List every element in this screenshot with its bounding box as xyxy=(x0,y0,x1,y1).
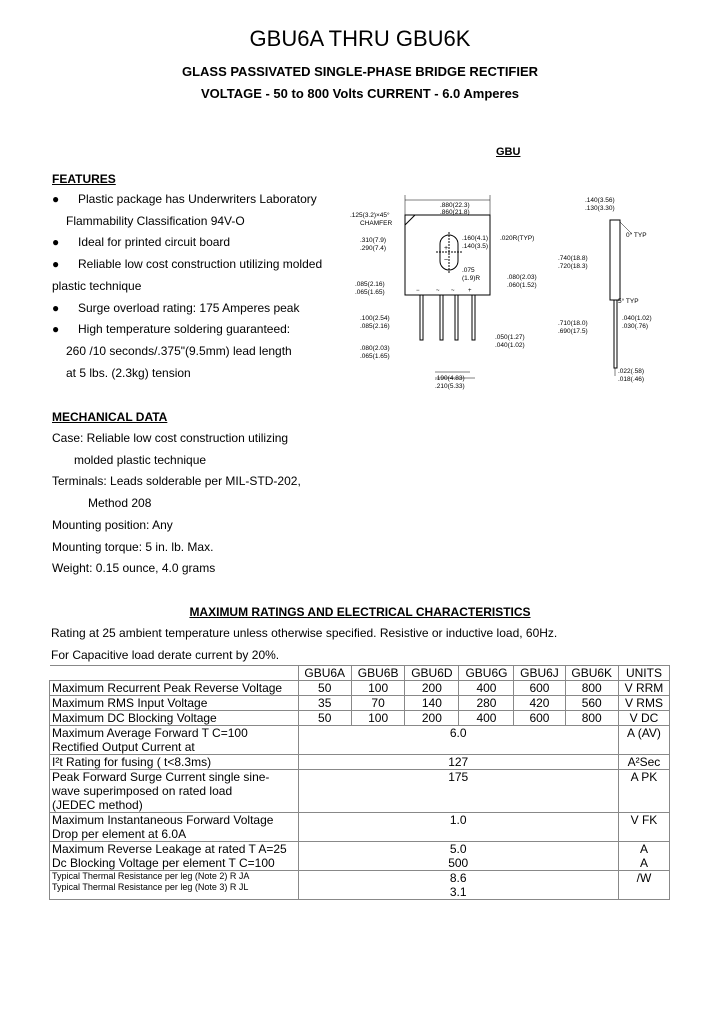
table-cell: 800 xyxy=(565,711,618,726)
svg-text:.080(2.03): .080(2.03) xyxy=(507,274,537,281)
table-cell: 800 xyxy=(565,681,618,696)
mechanical-list xyxy=(52,428,301,580)
bullet-icon: ● xyxy=(52,235,60,250)
table-cell xyxy=(50,770,299,813)
feature-line xyxy=(52,298,322,320)
bullet-icon: ● xyxy=(52,300,60,315)
column-header: GBU6D xyxy=(405,666,459,681)
svg-text:~: ~ xyxy=(451,288,455,294)
svg-text:.740(18.8): .740(18.8) xyxy=(558,255,588,262)
svg-text:.310(7.9): .310(7.9) xyxy=(360,237,387,244)
lead-4 xyxy=(472,295,475,340)
feature-text: plastic technique xyxy=(52,278,142,293)
svg-text:.880(22.3): .880(22.3) xyxy=(440,202,470,209)
svg-text:.080(2.03): .080(2.03) xyxy=(360,345,390,352)
table-cell: 600 xyxy=(514,681,565,696)
side-body xyxy=(610,220,620,300)
table-row xyxy=(50,871,670,900)
table-cell xyxy=(618,842,669,871)
mechanical-line: Method 208 xyxy=(88,496,152,511)
svg-text:.085(2.16): .085(2.16) xyxy=(355,281,385,288)
svg-text:.065(1.65): .065(1.65) xyxy=(360,353,390,360)
lead-3 xyxy=(455,295,458,340)
value-line: 5.0 xyxy=(449,842,467,856)
value-line: 500 xyxy=(448,856,469,870)
table-cell: 35 xyxy=(298,696,351,711)
table-cell: 420 xyxy=(514,696,565,711)
table-cell: Maximum DC Blocking Voltage xyxy=(50,711,299,726)
table-cell xyxy=(50,842,299,871)
column-header: GBU6A xyxy=(298,666,351,681)
svg-text:.140(3.5): .140(3.5) xyxy=(462,243,489,250)
value-line: 8.6 xyxy=(449,871,467,885)
table-cell: Maximum Recurrent Peak Reverse Voltage xyxy=(50,681,299,696)
feature-text: Flammability Classification 94V-O xyxy=(66,213,245,228)
svg-text:.130(3.30): .130(3.30) xyxy=(585,205,615,212)
value-line: 6.0 xyxy=(449,726,467,740)
svg-text:(1.9)R: (1.9)R xyxy=(462,275,481,282)
value-line: 127 xyxy=(448,755,469,769)
feature-text: Surge overload rating: 175 Amperes peak xyxy=(78,300,300,315)
bullet-icon: ● xyxy=(52,322,60,337)
feature-line xyxy=(52,211,322,233)
table-cell: V RMS xyxy=(618,696,669,711)
mechanical-heading: MECHANICAL DATA xyxy=(52,410,168,424)
table-cell xyxy=(50,755,299,770)
table-cell xyxy=(618,871,669,900)
unit-line: A xyxy=(639,856,648,870)
ratings-note-capacitive: For Capacitive load derate current by 20%. xyxy=(51,648,280,662)
features-heading: FEATURES xyxy=(52,172,116,186)
param-line: (JEDEC method) xyxy=(52,798,143,812)
svg-text:−: − xyxy=(416,288,420,294)
table-row xyxy=(50,696,670,711)
table-cell xyxy=(618,813,669,842)
table-cell: 200 xyxy=(405,681,459,696)
param-line: Maximum Average Forward T C=100 xyxy=(52,726,248,740)
feature-line xyxy=(52,254,322,276)
subtitle-ratings: VOLTAGE - 50 to 800 Volts CURRENT - 6.0 Amperes xyxy=(200,86,520,101)
table-cell: 50 xyxy=(298,711,351,726)
svg-text:.020R(TYP): .020R(TYP) xyxy=(500,235,535,242)
features-list xyxy=(52,189,322,384)
ratings-heading: MAXIMUM RATINGS AND ELECTRICAL CHARACTERISTICS xyxy=(189,605,531,619)
svg-text:.022(.58): .022(.58) xyxy=(618,368,645,375)
feature-line xyxy=(52,363,322,385)
svg-text:.018(.46): .018(.46) xyxy=(618,376,645,383)
svg-text:.210(5.33): .210(5.33) xyxy=(435,383,465,390)
table-cell: 200 xyxy=(405,711,459,726)
param-line: I²t Rating for fusing ( t<8.3ms) xyxy=(52,755,212,769)
param-line: Drop per element at 6.0A xyxy=(52,827,187,841)
svg-text:.690(17.5): .690(17.5) xyxy=(558,328,588,335)
table-row xyxy=(50,813,670,842)
table-cell: 70 xyxy=(351,696,404,711)
unit-line: A (AV) xyxy=(627,726,661,740)
svg-text:~: ~ xyxy=(444,257,449,264)
column-header: UNITS xyxy=(618,666,669,681)
column-header: GBU6J xyxy=(514,666,565,681)
table-cell: 140 xyxy=(405,696,459,711)
feature-text: Ideal for printed circuit board xyxy=(78,235,231,250)
feature-text: at 5 lbs. (2.3kg) tension xyxy=(66,365,191,380)
svg-text:.085(2.16): .085(2.16) xyxy=(360,323,390,330)
table-row xyxy=(50,681,670,696)
feature-line xyxy=(52,341,322,363)
table-cell: 600 xyxy=(514,711,565,726)
table-cell xyxy=(50,726,299,755)
svg-text:0° TYP: 0° TYP xyxy=(626,232,647,239)
svg-text:.075: .075 xyxy=(462,267,475,274)
table-cell: 100 xyxy=(351,711,404,726)
subtitle-type: GLASS PASSIVATED SINGLE-PHASE BRIDGE RECTIFIER xyxy=(181,64,539,79)
lead-1 xyxy=(420,295,423,340)
svg-text:.050(1.27): .050(1.27) xyxy=(495,334,525,341)
mechanical-line: Case: Reliable low cost construction utilizing xyxy=(52,431,289,445)
mechanical-line: Mounting position: Any xyxy=(52,517,173,532)
bullet-icon: ● xyxy=(52,257,60,272)
table-row xyxy=(50,770,670,813)
package-label: GBU xyxy=(496,146,521,158)
feature-text: High temperature soldering guaranteed: xyxy=(78,322,291,337)
table-cell xyxy=(298,813,618,842)
table-cell: 400 xyxy=(459,681,514,696)
table-cell: V DC xyxy=(618,711,669,726)
svg-text:.040(1.02): .040(1.02) xyxy=(495,342,525,349)
mechanical-line: Mounting torque: 5 in. lb. Max. xyxy=(52,539,214,554)
svg-text:.100(2.54): .100(2.54) xyxy=(360,315,390,322)
table-header-row xyxy=(50,666,670,681)
feature-line xyxy=(52,319,322,341)
svg-text:.065(1.65): .065(1.65) xyxy=(355,289,385,296)
svg-text:+: + xyxy=(468,288,472,294)
param-line: Dc Blocking Voltage per element T C=100 xyxy=(52,856,275,870)
table-row xyxy=(50,755,670,770)
mechanical-line: Terminals: Leads solderable per MIL-STD-202, xyxy=(52,474,301,489)
feature-line xyxy=(52,232,322,254)
unit-line: A xyxy=(639,842,648,856)
ratings-note-ambient: Rating at 25 ambient temperature unless otherwise specified. Resistive or inductive load, 60Hz. xyxy=(51,626,558,640)
ratings-table xyxy=(49,665,670,900)
table-cell: 50 xyxy=(298,681,351,696)
svg-text:.190(4.83): .190(4.83) xyxy=(435,375,465,382)
param-line: wave superimposed on rated load xyxy=(52,784,233,798)
svg-text:.125(3.2)×45°: .125(3.2)×45° xyxy=(350,212,390,219)
feature-text: 260 /10 seconds/.375"(9.5mm) lead length xyxy=(66,343,292,358)
svg-text:.030(.76): .030(.76) xyxy=(622,323,649,330)
table-cell xyxy=(298,871,618,900)
table-cell xyxy=(618,755,669,770)
table-cell xyxy=(50,813,299,842)
feature-text: Plastic package has Underwriters Laboratory xyxy=(78,192,317,206)
unit-line: A PK xyxy=(630,770,658,784)
unit-line: /W xyxy=(636,871,652,885)
table-cell xyxy=(298,770,618,813)
svg-text:.060(1.52): .060(1.52) xyxy=(507,282,537,289)
unit-line: A²Sec xyxy=(627,755,661,769)
table-cell xyxy=(298,726,618,755)
param-line: Peak Forward Surge Current single sine- xyxy=(52,770,270,784)
feature-text: Reliable low cost construction utilizing molded xyxy=(78,257,323,272)
svg-text:CHAMFER: CHAMFER xyxy=(360,220,393,227)
svg-text:.140(3.56): .140(3.56) xyxy=(585,197,615,204)
svg-text:.720(18.3): .720(18.3) xyxy=(558,263,588,270)
table-row xyxy=(50,726,670,755)
param-line: Maximum Instantaneous Forward Voltage xyxy=(52,813,274,827)
table-cell xyxy=(50,871,299,900)
mechanical-line: Weight: 0.15 ounce, 4.0 grams xyxy=(52,561,216,576)
feature-line xyxy=(52,276,322,298)
mechanical-line: molded plastic technique xyxy=(74,452,207,467)
bullet-icon: ● xyxy=(52,192,60,206)
value-line: 1.0 xyxy=(449,813,467,827)
unit-line: V FK xyxy=(630,813,658,827)
table-cell xyxy=(618,770,669,813)
table-row xyxy=(50,711,670,726)
table-cell xyxy=(618,726,669,755)
param-line: Rectified Output Current at xyxy=(52,740,195,754)
table-cell: 280 xyxy=(459,696,514,711)
table-cell: 560 xyxy=(565,696,618,711)
param-header xyxy=(50,666,299,681)
table-cell xyxy=(298,755,618,770)
svg-text:+: + xyxy=(444,245,449,252)
page-title: GBU6A THRU GBU6K xyxy=(249,26,471,51)
column-header: GBU6G xyxy=(459,666,514,681)
svg-text:.710(18.0): .710(18.0) xyxy=(558,320,588,327)
svg-text:.040(1.02): .040(1.02) xyxy=(622,315,652,322)
column-header: GBU6B xyxy=(351,666,404,681)
package-drawing xyxy=(350,190,670,430)
body-outline xyxy=(405,215,490,295)
value-line: 3.1 xyxy=(449,885,467,899)
table-cell: 400 xyxy=(459,711,514,726)
table-cell: 100 xyxy=(351,681,404,696)
param-line: Typical Thermal Resistance per leg (Note 2) R JA xyxy=(52,871,250,881)
table-cell: V RRM xyxy=(618,681,669,696)
value-line: 175 xyxy=(448,770,469,784)
svg-text:.860(21.8): .860(21.8) xyxy=(440,209,470,216)
table-row xyxy=(50,842,670,871)
svg-text:5° TYP: 5° TYP xyxy=(618,298,639,305)
feature-line xyxy=(52,189,322,211)
svg-text:.290(7.4): .290(7.4) xyxy=(360,245,387,252)
param-line: Typical Thermal Resistance per leg (Note 3) R JL xyxy=(52,882,249,892)
param-line: Maximum Reverse Leakage at rated T A=25 xyxy=(52,842,287,856)
table-cell: Maximum RMS Input Voltage xyxy=(50,696,299,711)
svg-text:~: ~ xyxy=(436,288,440,294)
column-header: GBU6K xyxy=(565,666,618,681)
svg-text:.160(4.1): .160(4.1) xyxy=(462,235,489,242)
table-cell xyxy=(298,842,618,871)
side-lead xyxy=(614,300,617,368)
lead-2 xyxy=(440,295,443,340)
